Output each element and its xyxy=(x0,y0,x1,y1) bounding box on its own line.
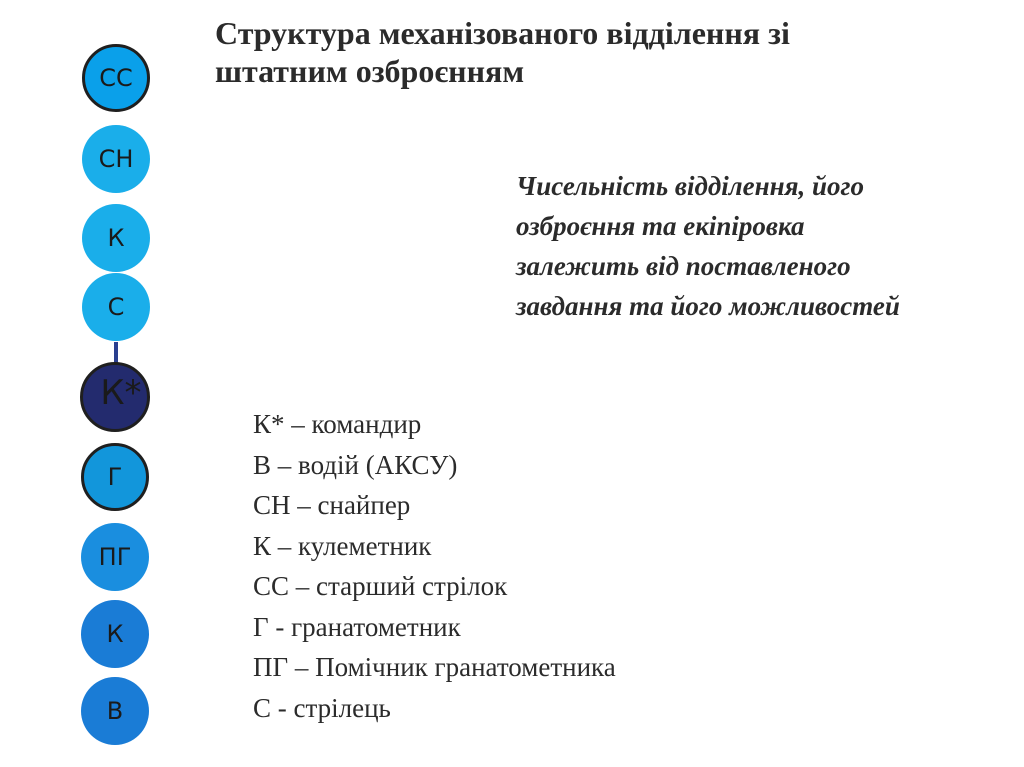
legend-item: К* – командир xyxy=(253,409,422,439)
legend-item: С - стрілець xyxy=(253,692,391,723)
squad-member-label: Г xyxy=(107,463,123,491)
slide-title-line: Структура механізованого відділення зі xyxy=(215,15,790,51)
squad-member-commander xyxy=(80,362,150,432)
note-line: Чисельність відділення, його xyxy=(516,171,864,201)
squad-member-label: К xyxy=(107,224,125,252)
squad-member-label: В xyxy=(106,697,124,725)
squad-member-label: ПГ xyxy=(98,543,132,571)
legend-item: В – водій (АКСУ) xyxy=(253,449,458,480)
squad-member-label: К xyxy=(106,620,124,648)
slide-title-line: штатним озброєнням xyxy=(215,53,525,89)
legend-item: СС – старший стрілок xyxy=(253,571,508,601)
note-line: озброєння та екіпіровка xyxy=(516,211,805,241)
squad-member-label: СН xyxy=(98,145,134,173)
squad-member-s xyxy=(82,273,150,341)
squad-member-k2 xyxy=(81,600,149,668)
squad-member-label: СС xyxy=(99,64,133,92)
squad-member-k xyxy=(82,204,150,272)
squad-member-ss xyxy=(82,44,150,112)
note-line: завдання та його можливостей xyxy=(516,291,900,321)
squad-member-pg xyxy=(81,523,149,591)
note-line: залежить від поставленого xyxy=(516,251,851,281)
role-legend xyxy=(253,404,753,728)
squad-member-v xyxy=(81,677,149,745)
slide-title xyxy=(215,14,975,90)
squad-note xyxy=(516,166,1016,326)
squad-member-g xyxy=(81,443,149,511)
legend-item: СН – снайпер xyxy=(253,490,411,520)
legend-item: Г - гранатометник xyxy=(253,611,461,642)
legend-item: ПГ – Помічник гранатометника xyxy=(253,652,616,682)
squad-member-label: С xyxy=(107,293,125,321)
squad-member-label: К* xyxy=(100,373,142,413)
legend-item: К – кулеметник xyxy=(253,530,432,561)
squad-member-sn xyxy=(82,125,150,193)
